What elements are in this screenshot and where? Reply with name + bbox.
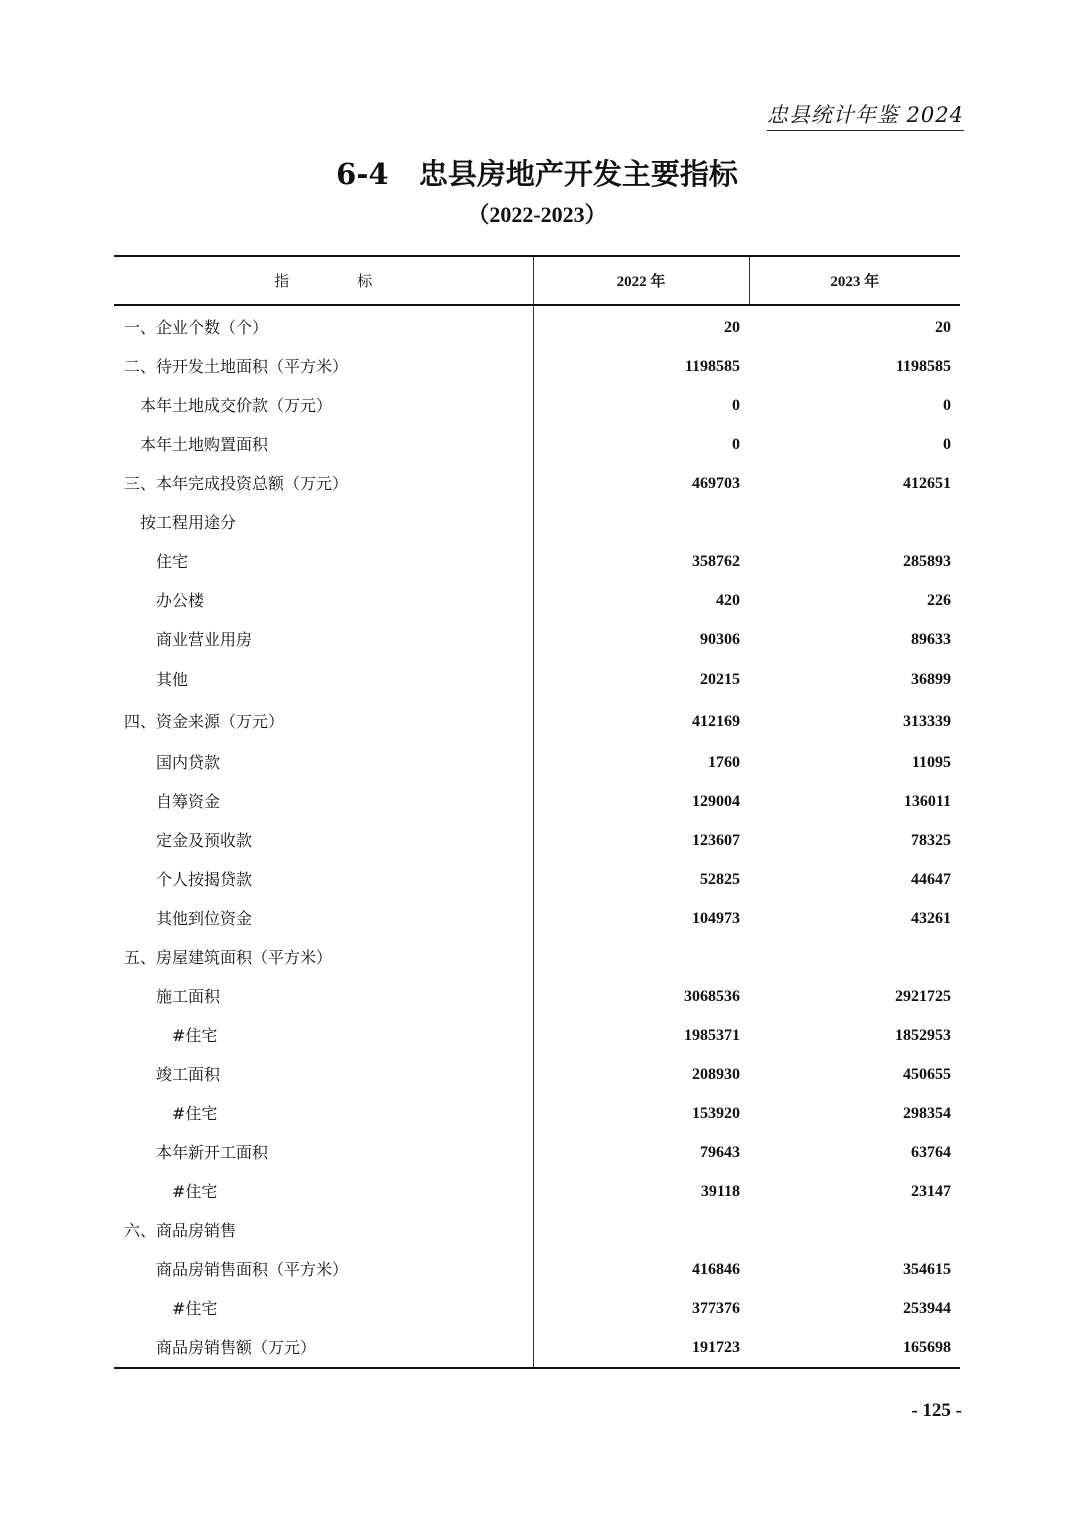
row-label: 商品房销售面积（平方米） — [114, 1250, 533, 1289]
value-2022: 20 — [724, 318, 740, 336]
value-2023: 1852953 — [895, 1026, 951, 1044]
value-2023: 298354 — [903, 1104, 951, 1122]
table-row — [114, 620, 960, 659]
value-2022: 90306 — [700, 630, 740, 648]
row-label: #住宅 — [114, 1016, 533, 1055]
value-2023 — [749, 1211, 960, 1250]
row-label: #住宅 — [114, 1094, 533, 1133]
table-title — [0, 154, 1074, 194]
value-2022: 123607 — [692, 831, 740, 849]
value-2023: 354615 — [903, 1260, 951, 1278]
table-row — [114, 1172, 960, 1211]
value-2023: 1198585 — [895, 357, 951, 375]
value-2023: 89633 — [911, 630, 951, 648]
value-2022: 20215 — [700, 671, 740, 688]
value-2022 — [533, 1211, 749, 1250]
value-2023: 0 — [943, 396, 951, 414]
row-label: 其他 — [114, 659, 533, 701]
table-row — [114, 425, 960, 464]
value-2023 — [749, 503, 960, 542]
value-2022: 52825 — [700, 870, 740, 888]
value-2023: 285893 — [903, 552, 951, 570]
table-header-row — [114, 256, 960, 305]
row-label: 本年土地成交价款（万元） — [114, 386, 533, 425]
table-row — [114, 701, 960, 743]
value-2022: 377376 — [692, 1299, 740, 1317]
row-label: 三、本年完成投资总额（万元） — [114, 464, 533, 503]
row-label: 二、待开发土地面积（平方米） — [114, 347, 533, 386]
table-row — [114, 1055, 960, 1094]
column-header-2023: 2023 年 — [749, 256, 960, 305]
table-row — [114, 542, 960, 581]
row-label: 施工面积 — [114, 977, 533, 1016]
column-header-2022: 2022 年 — [533, 256, 749, 305]
value-2022: 208930 — [692, 1065, 740, 1083]
table-row — [114, 464, 960, 503]
table-row — [114, 1094, 960, 1133]
value-2023: 253944 — [903, 1299, 951, 1317]
value-2022 — [533, 938, 749, 977]
value-2022: 153920 — [692, 1104, 740, 1122]
table-row — [114, 743, 960, 782]
value-2023 — [749, 938, 960, 977]
value-2023: 2921725 — [895, 987, 951, 1005]
table-row — [114, 1250, 960, 1289]
table-row — [114, 1289, 960, 1328]
table-row — [114, 821, 960, 860]
row-label: #住宅 — [114, 1289, 533, 1328]
row-label: 本年土地购置面积 — [114, 425, 533, 464]
table-row — [114, 581, 960, 620]
row-label: 六、商品房销售 — [114, 1211, 533, 1250]
value-2023: 0 — [943, 435, 951, 453]
value-2022: 1760 — [708, 753, 740, 771]
value-2023: 63764 — [911, 1143, 951, 1161]
row-label: 个人按揭贷款 — [114, 860, 533, 899]
value-2022: 1985371 — [684, 1026, 740, 1044]
value-2022: 129004 — [692, 792, 740, 810]
value-2022: 0 — [732, 435, 740, 453]
value-2023: 412651 — [903, 474, 951, 492]
value-2022: 412169 — [692, 713, 740, 730]
row-label: 自筹资金 — [114, 782, 533, 821]
table-row — [114, 305, 960, 347]
row-label: 办公楼 — [114, 581, 533, 620]
row-label: 其他到位资金 — [114, 899, 533, 938]
value-2022: 358762 — [692, 552, 740, 570]
table-row — [114, 347, 960, 386]
row-label: 四、资金来源（万元） — [114, 701, 533, 743]
table-row — [114, 1328, 960, 1368]
value-2022: 469703 — [692, 474, 740, 492]
table-row — [114, 899, 960, 938]
value-2023: 23147 — [911, 1182, 951, 1200]
row-label: #住宅 — [114, 1172, 533, 1211]
table-row — [114, 1016, 960, 1055]
value-2022: 416846 — [692, 1260, 740, 1278]
table-row — [114, 386, 960, 425]
table-row — [114, 860, 960, 899]
row-label: 本年新开工面积 — [114, 1133, 533, 1172]
table-row — [114, 659, 960, 701]
indicator-table — [114, 255, 960, 1369]
row-label: 住宅 — [114, 542, 533, 581]
value-2023: 313339 — [903, 713, 951, 730]
value-2022: 191723 — [692, 1338, 740, 1356]
value-2023: 44647 — [911, 870, 951, 888]
table-row — [114, 1133, 960, 1172]
value-2023: 36899 — [911, 671, 951, 688]
value-2023: 136011 — [903, 792, 951, 810]
table-subtitle-years: （2022-2023） — [467, 202, 607, 227]
value-2023: 78325 — [911, 831, 951, 849]
row-label: 一、企业个数（个） — [114, 305, 533, 347]
value-2023: 43261 — [911, 909, 951, 927]
row-label: 按工程用途分 — [114, 503, 533, 542]
value-2022: 1198585 — [684, 357, 740, 375]
value-2022: 79643 — [700, 1143, 740, 1161]
table-row — [114, 1211, 960, 1250]
column-header-indicator: 指 标 — [114, 256, 533, 305]
value-2022: 39118 — [700, 1182, 740, 1200]
value-2023: 11095 — [911, 753, 951, 771]
row-label: 竣工面积 — [114, 1055, 533, 1094]
row-label: 定金及预收款 — [114, 821, 533, 860]
value-2022: 0 — [732, 396, 740, 414]
value-2022: 420 — [716, 591, 740, 609]
value-2022: 3068536 — [684, 987, 740, 1005]
page-number: - 125 - — [911, 1400, 962, 1421]
row-label: 商品房销售额（万元） — [114, 1328, 533, 1368]
row-label: 国内贷款 — [114, 743, 533, 782]
value-2023: 20 — [935, 318, 951, 336]
table-row — [114, 782, 960, 821]
row-label: 五、房屋建筑面积（平方米） — [114, 938, 533, 977]
table-number: 6-4 — [336, 157, 389, 191]
table-row — [114, 938, 960, 977]
value-2023: 165698 — [903, 1338, 951, 1356]
table-row — [114, 977, 960, 1016]
table-title-text: 忠县房地产开发主要指标 — [418, 157, 738, 191]
value-2023: 450655 — [903, 1065, 951, 1083]
value-2022 — [533, 503, 749, 542]
value-2023: 226 — [927, 591, 951, 609]
value-2022: 104973 — [692, 909, 740, 927]
row-label: 商业营业用房 — [114, 620, 533, 659]
running-header: 忠县统计年鉴 2024 — [767, 102, 964, 131]
table-row — [114, 503, 960, 542]
